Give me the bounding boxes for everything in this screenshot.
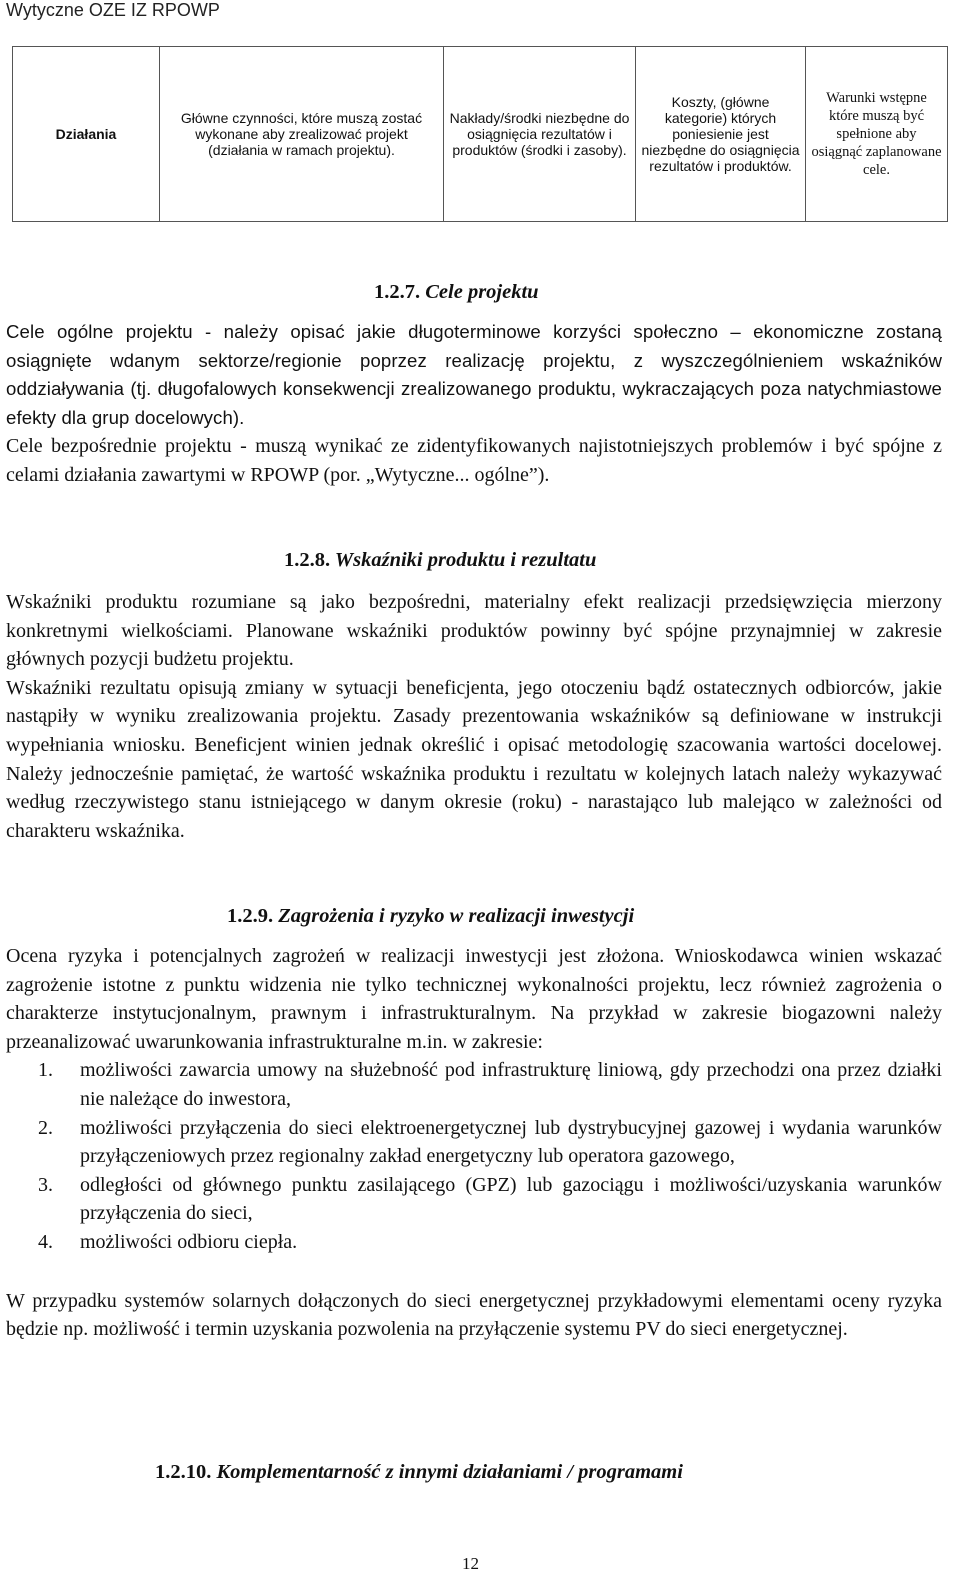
paragraph: W przypadku systemów solarnych dołączonych do sieci energetycznej przykładowymi elementami oceny ryzyka będzie np. możliwość i termin uzyskania pozwolenia na przyłączenie systemu PV do sieci energetycznej.	[6, 1289, 942, 1341]
risk-list	[6, 1056, 942, 1256]
paragraph: Cele bezpośrednie projektu - muszą wynikać ze zidentyfikowanych najistotniejszych problemów i być spójne z celami działania zawartymi w RPOWP (por. „Wytyczne... ogólne”).	[6, 435, 942, 486]
section-body-1-2-7	[6, 318, 942, 490]
section-title: Wskaźniki produktu i rezultatu	[334, 549, 597, 571]
section-title: Komplementarność z innymi działaniami / programami	[216, 1461, 683, 1483]
paragraph: Wskaźniki rezultatu opisują zmiany w sytuacji beneficjenta, jego otoczeniu bądź ostatecznych odbiorców, jakie nastąpiły w wyniku zrealizowania projektu. Zasady prezentowania wskaźników są definiowane w instrukcji wypełniania wniosku. Beneficjent winien jednak określić i opisać metodologię szacowania wartości docelowej. Należy jednocześnie pamiętać, że wartość wskaźnika produktu i rezultatu w kolejnych latach należy wykazywać według rzeczywistego stanu istniejącego w danym okresie (roku) - narastająco lub malejąco w zależności od charakteru wskaźnika.	[6, 676, 942, 842]
section-number: 1.2.8.	[284, 549, 331, 571]
table-header-cell: Nakłady/środki niezbędne do osiągnięcia rezultatów i produktów (środki i zasoby).	[444, 47, 636, 222]
table-header-cell: Działania	[13, 47, 160, 222]
paragraph: Wskaźniki produktu rozumiane są jako bezpośredni, materialny efekt realizacji przedsięwzięcia mierzony konkretnymi wielkościami. Planowane wskaźniki produktów powinny być spójne przynajmniej w zakresie głównych pozycji budżetu projektu.	[6, 591, 942, 671]
activities-table	[12, 46, 948, 222]
section-heading-1-2-9	[227, 903, 634, 929]
section-heading-1-2-10	[155, 1459, 683, 1485]
list-item: 3. odległości od głównego punktu zasilającego (GPZ) lub gazociągu i możliwości/uzyskania warunków przyłączenia do sieci,	[38, 1173, 942, 1225]
table-header-cell: Główne czynności, które muszą zostać wykonane aby zrealizować projekt (działania w ramach projektu).	[160, 47, 444, 222]
section-body-1-2-9	[6, 942, 942, 1344]
section-body-1-2-8	[6, 588, 942, 845]
paragraph: Ocena ryzyka i potencjalnych zagrożeń w realizacji inwestycji jest złożona. Wnioskodawca winien wskazać zagrożenie istotne z punktu widzenia nie tylko technicznej wykonalności projektu, lecz również zagrożenia o charakterze instytucjonalnym, prawnym i infrastrukturalnym. Na przykład w zakresie biogazowni należy przeanalizować uwarunkowania infrastrukturalne m.in. w zakresie:	[6, 945, 942, 1053]
section-number: 1.2.9.	[227, 905, 274, 927]
table-header-cell: Warunki wstępne które muszą być spełnione aby osiągnąć zaplanowane cele.	[806, 47, 948, 222]
table-header-row	[13, 47, 948, 222]
section-title: Zagrożenia i ryzyko w realizacji inwestycji	[278, 905, 635, 927]
page-number: 12	[462, 1554, 479, 1573]
section-number: 1.2.7.	[374, 281, 421, 303]
paragraph: Cele ogólne projektu - należy opisać jakie długoterminowe korzyści społeczno – ekonomiczne zostaną osiągnięte wdanym sektorze/regionie poprzez realizację projektu, z wyszczególnieniem wskaźników oddziaływania (tj. długofalowych konsekwencji zrealizowanego produktu, wykraczających poza natychmiastowe efekty dla grup docelowych).	[6, 321, 942, 428]
document-header-title: Wytyczne OZE IZ RPOWP	[6, 0, 220, 20]
section-heading-1-2-8	[284, 547, 596, 573]
section-heading-1-2-7	[374, 279, 539, 305]
list-item: 2. możliwości przyłączenia do sieci elektroenergetycznej lub dystrybucyjnej gazowej i wydania warunków przyłączeniowych przez regionalny zakład energetyczny lub operatora gazowego,	[38, 1116, 942, 1168]
list-item: 4. możliwości odbioru ciepła.	[38, 1230, 298, 1253]
list-item: 1. możliwości zawarcia umowy na służebność pod infrastrukturę liniową, gdy przechodzi ona przez działki nie należące do inwestora,	[38, 1059, 942, 1110]
section-title: Cele projektu	[425, 281, 539, 303]
section-number: 1.2.10.	[155, 1461, 212, 1483]
table-header-cell: Koszty, (główne kategorie) których poniesienie jest niezbędne do osiągnięcia rezultatów i produktów.	[636, 47, 806, 222]
